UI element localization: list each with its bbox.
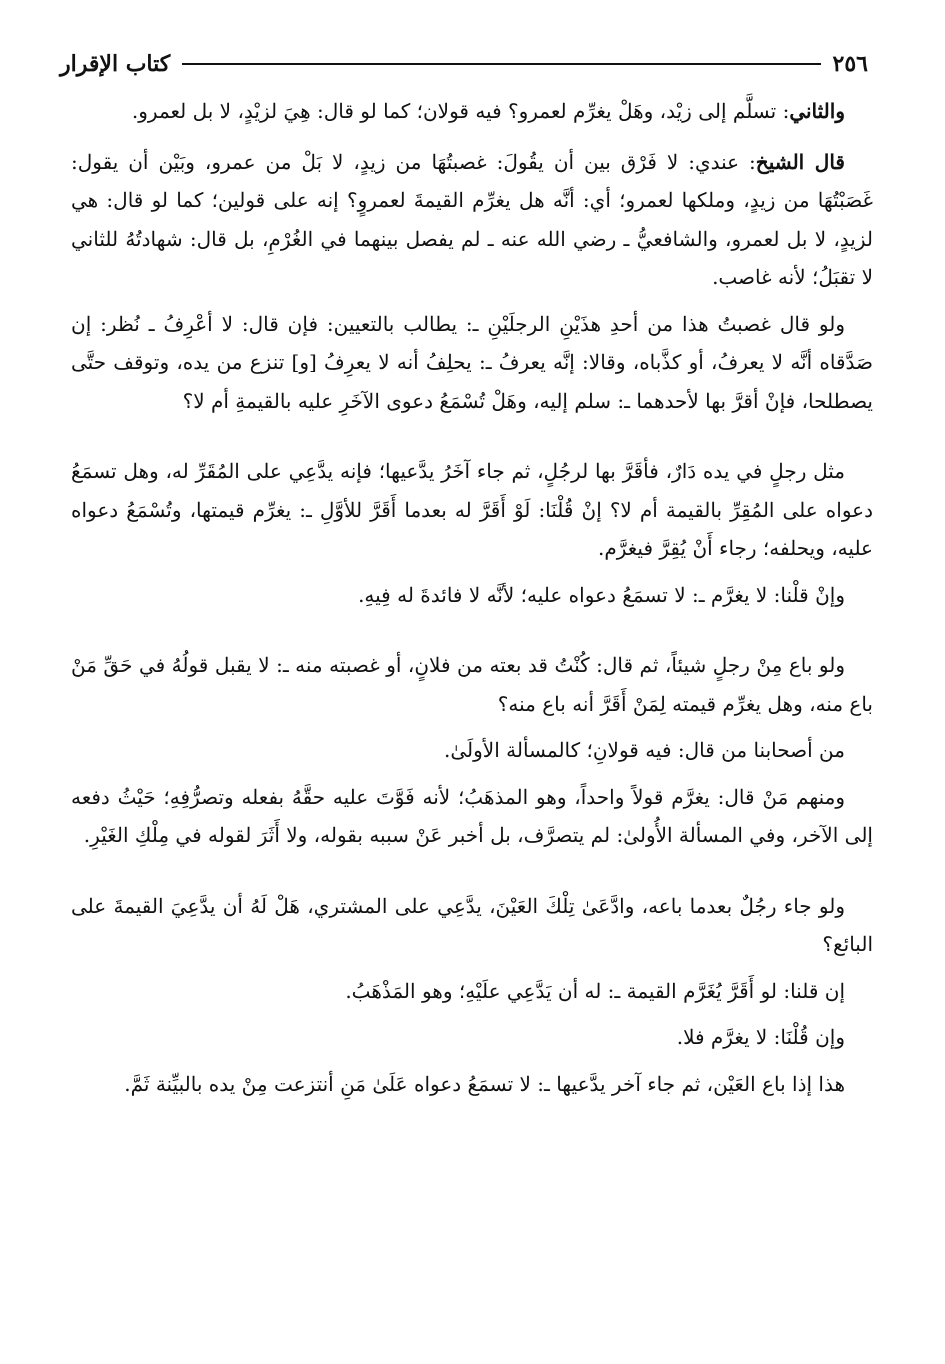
paragraph (71, 972, 873, 1011)
paragraph-lead: والثاني (789, 99, 845, 123)
paragraph (71, 92, 873, 131)
paragraph (71, 305, 873, 421)
paragraph-text: مثل رجلٍ في يده دَارٌ، فأقَرَّ بها لرجُلٍ، ثم جاء آخَرُ يدَّعيها؛ فإنه يدَّعِي على المُقَرِّ له، وهل تسمَعُ دعواه على المُقِرِّ بالقيمة أم لا؟ إنْ قُلْنَا: لَوْ أَقَرَّ له بعدما أَقَرَّ للأوَّلِ ـ: يغرِّم قيمتها، وتُسْمَعُ دعواه عليه، ويحلفه؛ رجاء أَنْ يُقِرَّ فيغرَّم. (71, 459, 873, 560)
paragraph-text: هذا إذا باع العَيْن، ثم جاء آخر يدَّعيها ـ: لا تسمَعُ دعواه عَلَىٰ مَنِ أنتزعت مِنْ يده بالبيِّنة ثَمَّ. (124, 1071, 845, 1096)
paragraph (71, 887, 873, 964)
paragraph (71, 452, 873, 568)
paragraph-text: : تسلَّم إلى زيْد، وهَلْ يغرِّم لعمرو؟ فيه قولان؛ كما لو قال: هِيَ لزيْدٍ، لا بل لعمرو. (131, 99, 790, 123)
page-header (60, 44, 868, 84)
paragraph-text: ولو قال غصبتُ هذا من أحدِ هذَيْنِ الرجلَيْنِ ـ: يطالب بالتعيين: فإن قال: لا أعْرِفُ ـ نُظر: إن صَدَّقاه أنَّه لا يعرفُ، أو كذَّباه، وقالا: إنَّه يعرفُ ـ: يحلِفُ أنه لا يعرِفُ [و] تنزع من يده، وتوقف حتَّى يصطلحا، فإنْ أقرَّ بها لأحدهما ـ: سلم إليه، وهَلْ تُسْمَعُ دعوى الآخَرِ عليه بالقيمةِ أم لا؟ (71, 311, 873, 413)
paragraph-text: وإنْ قلْنا: لا يغرَّم ـ: لا تسمَعُ دعواه عليه؛ لأنَّه لا فائدةَ له فِيهِ. (358, 582, 845, 607)
paragraph (71, 576, 873, 615)
paragraph-text: ولو باع مِنْ رجلٍ شيئاً، ثم قال: كُنْتُ قد بعته من فلانٍ، أو غصبته منه ـ: لا يقبل قولُهُ في حَقِّ مَنْ باع منه، وهل يغرِّم قيمته لِمَنْ أَقَرَّ أنه باع منه؟ (71, 653, 873, 716)
paragraph (71, 1018, 873, 1057)
paragraph (71, 731, 873, 770)
page-body (71, 92, 873, 1103)
paragraph (71, 646, 873, 723)
paragraph-text: ومنهم مَنْ قال: يغرَّم قولاً واحداً، وهو المذهَبُ؛ لأنه فَوَّتَ عليه حقَّهُ بفعله وتصرُّفِهِ؛ حَيْثُ دفعه إلى الآخر، وفي المسألة الأُولىٰ: لم يتصرَّف، بل أخبر عَنْ سببه بقوله، ولا أَثَرَ لقوله في مِلْكِ الغَيْرِ. (71, 784, 873, 847)
paragraph-lead: قال الشيخ (755, 149, 845, 174)
paragraph (71, 1065, 873, 1104)
paragraph-text: ولو جاء رجُلٌ بعدما باعه، وادَّعَىٰ تِلْكَ العَيْنَ، يدَّعِي على المشتري، هَلْ لَهُ أن يدَّعِيَ القيمةَ على البائع؟ (71, 893, 873, 956)
header-rule (182, 63, 820, 65)
book-title: كتاب الإقرار (60, 51, 171, 77)
paragraph (71, 143, 873, 297)
page-number: ٢٥٦ (832, 51, 868, 77)
paragraph-text: وإن قُلْنَا: لا يغرَّم فلا. (676, 1025, 845, 1049)
paragraph (71, 778, 873, 855)
paragraph-text: إن قلنا: لو أَقَرَّ يُغَرَّم القيمة ـ: له أن يَدَّعِي علَيْهِ؛ وهو المَذْهَبُ. (345, 978, 845, 1003)
paragraph-text: من أصحابنا من قال: فيه قولانِ؛ كالمسألة الأولَىٰ. (444, 738, 845, 762)
paragraph-text: : عندي: لا فَرْق بين أن يقُولَ: غصبتُهَا من زيدٍ، لا بَلْ من عمرو، وبَيْن أن يقول: غَصَبْتُهَا من زيدٍ، وملكها لعمرو؛ أي: أنَّه هل يغرِّم القيمةَ لعمروٍ؟ إنه على قولين؛ كما لو قال: هي لزيدٍ، لا بل لعمرو، والشافعيُّ ـ رضي الله عنه ـ لم يفصل بينهما في الغُرْمِ، بل قال: شهادتُهُ للثاني لا تقبَلُ؛ لأنه غاصب. (71, 149, 873, 289)
